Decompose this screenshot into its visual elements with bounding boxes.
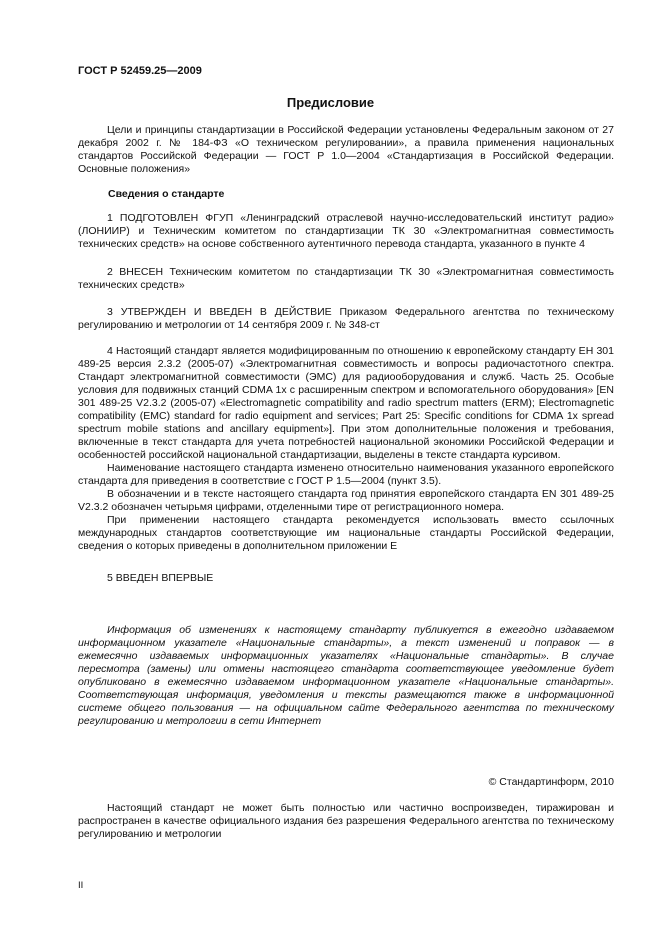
reproduction-paragraph: Настоящий стандарт не может быть полностью или частично воспроизведен, тиражирован и распространен в качестве официального издания без разрешения Федерального агентства по техническому регулированию и метрологии <box>78 802 614 840</box>
item-5-text: 5 ВВЕДЕН ВПЕРВЫЕ <box>107 572 214 584</box>
intro-section <box>78 124 614 176</box>
item-4-paragraph: Наименование настоящего стандарта изменено относительно наименования указанного европейского стандарта для приведения в соответствие с ГОСТ Р 1.5—2004 (пункт 3.5). <box>78 462 614 487</box>
copyright-line: © Стандартинформ, 2010 <box>488 776 614 788</box>
notice-section <box>78 624 614 728</box>
item-5 <box>78 572 614 585</box>
standard-id: ГОСТ Р 52459.25—2009 <box>78 65 202 77</box>
item-4 <box>78 345 614 553</box>
page-title: Предисловие <box>286 95 375 110</box>
item-1-text: 1 ПОДГОТОВЛЕН ФГУП «Ленинградский отраслевой научно-исследовательский институт радио» (ЛОНИИР) и Техническим комитетом по стандартизации ТК 30 «Электромагнитная совместимость технических средств» на основе собственного аутентичного перевода стандарта, указанного в пункте 4 <box>78 212 614 250</box>
reproduction-section <box>78 802 614 841</box>
intro-paragraph: Цели и принципы стандартизации в Российской Федерации установлены Федеральным законом от 27 декабря 2002 г. № 184-ФЗ «О техническом регулировании», а правила применения национальных стандартов Российской Федерации — ГОСТ Р 1.0—2004 «Стандартизация в Российской Федерации. Основные положения» <box>78 124 614 175</box>
item-3-text: 3 УТВЕРЖДЕН И ВВЕДЕН В ДЕЙСТВИЕ Приказом Федерального агентства по техническому регулированию и метрологии от 14 сентября 2009 г. № 348-ст <box>78 306 614 331</box>
item-2 <box>78 266 614 292</box>
page-number: II <box>78 880 84 891</box>
item-4-paragraph: В обозначении и в тексте настоящего стандарта год принятия европейского стандарта EN 301 489-25 V2.3.2 обозначен четырьмя цифрами, отделенными тире от регистрационного номера. <box>78 488 614 513</box>
info-heading: Сведения о стандарте <box>108 188 225 200</box>
item-4-paragraph: При применении настоящего стандарта рекомендуется использовать вместо ссылочных международных стандартов соответствующие им национальные стандарты Российской Федерации, сведения о которых приведены в дополнительном приложении Е <box>78 514 614 552</box>
item-2-text: 2 ВНЕСЕН Техническим комитетом по стандартизации ТК 30 «Электромагнитная совместимость технических средств» <box>78 266 614 291</box>
item-1 <box>78 212 614 251</box>
notice-paragraph: Информация об изменениях к настоящему стандарту публикуется в ежегодно издаваемом информационном указателе «Национальные стандарты», а текст изменений и поправок — в ежемесячно издаваемых информационных указателях «Национальные стандарты». В случае пересмотра (замены) или отмены настоящего стандарта соответствующее уведомление будет опубликовано в ежемесячно издаваемом информационном указателе «Национальные стандарты». Соответствующая информация, уведомления и тексты размещаются также в информационной системе общего пользования — на официальном сайте Федерального агентства по техническому регулированию и метрологии в сети Интернет <box>78 624 614 727</box>
item-4-paragraph: 4 Настоящий стандарт является модифицированным по отношению к европейскому стандарту ЕН 301 489-25 версия 2.3.2 (2005-07) «Электромагнитная совместимость и вопросы радиочастотного спектра. Стандарт электромагнитной совместимости (ЭМС) для радиооборудования и служб. Часть 25. Особые условия для подвижных станций CDMA 1х с расширенным спектром и вспомогательного оборудования» [EN 301 489-25 V2.3.2 (2005-07) «Electromagnetic compatibility and radio spectrum matters (ERM); Electromagnetic compatibility (EMC) standard for radio equipment and services; Part 25: Specific conditions for CDMA 1x spread spectrum mobile stations and ancillary equipment»]. При этом дополнительные положения и требования, включенные в текст стандарта для учета потребностей национальной экономики Российской Федерации и особенностей российской национальной стандартизации, выделены в тексте стандарта курсивом. <box>78 345 614 461</box>
item-3 <box>78 306 614 332</box>
